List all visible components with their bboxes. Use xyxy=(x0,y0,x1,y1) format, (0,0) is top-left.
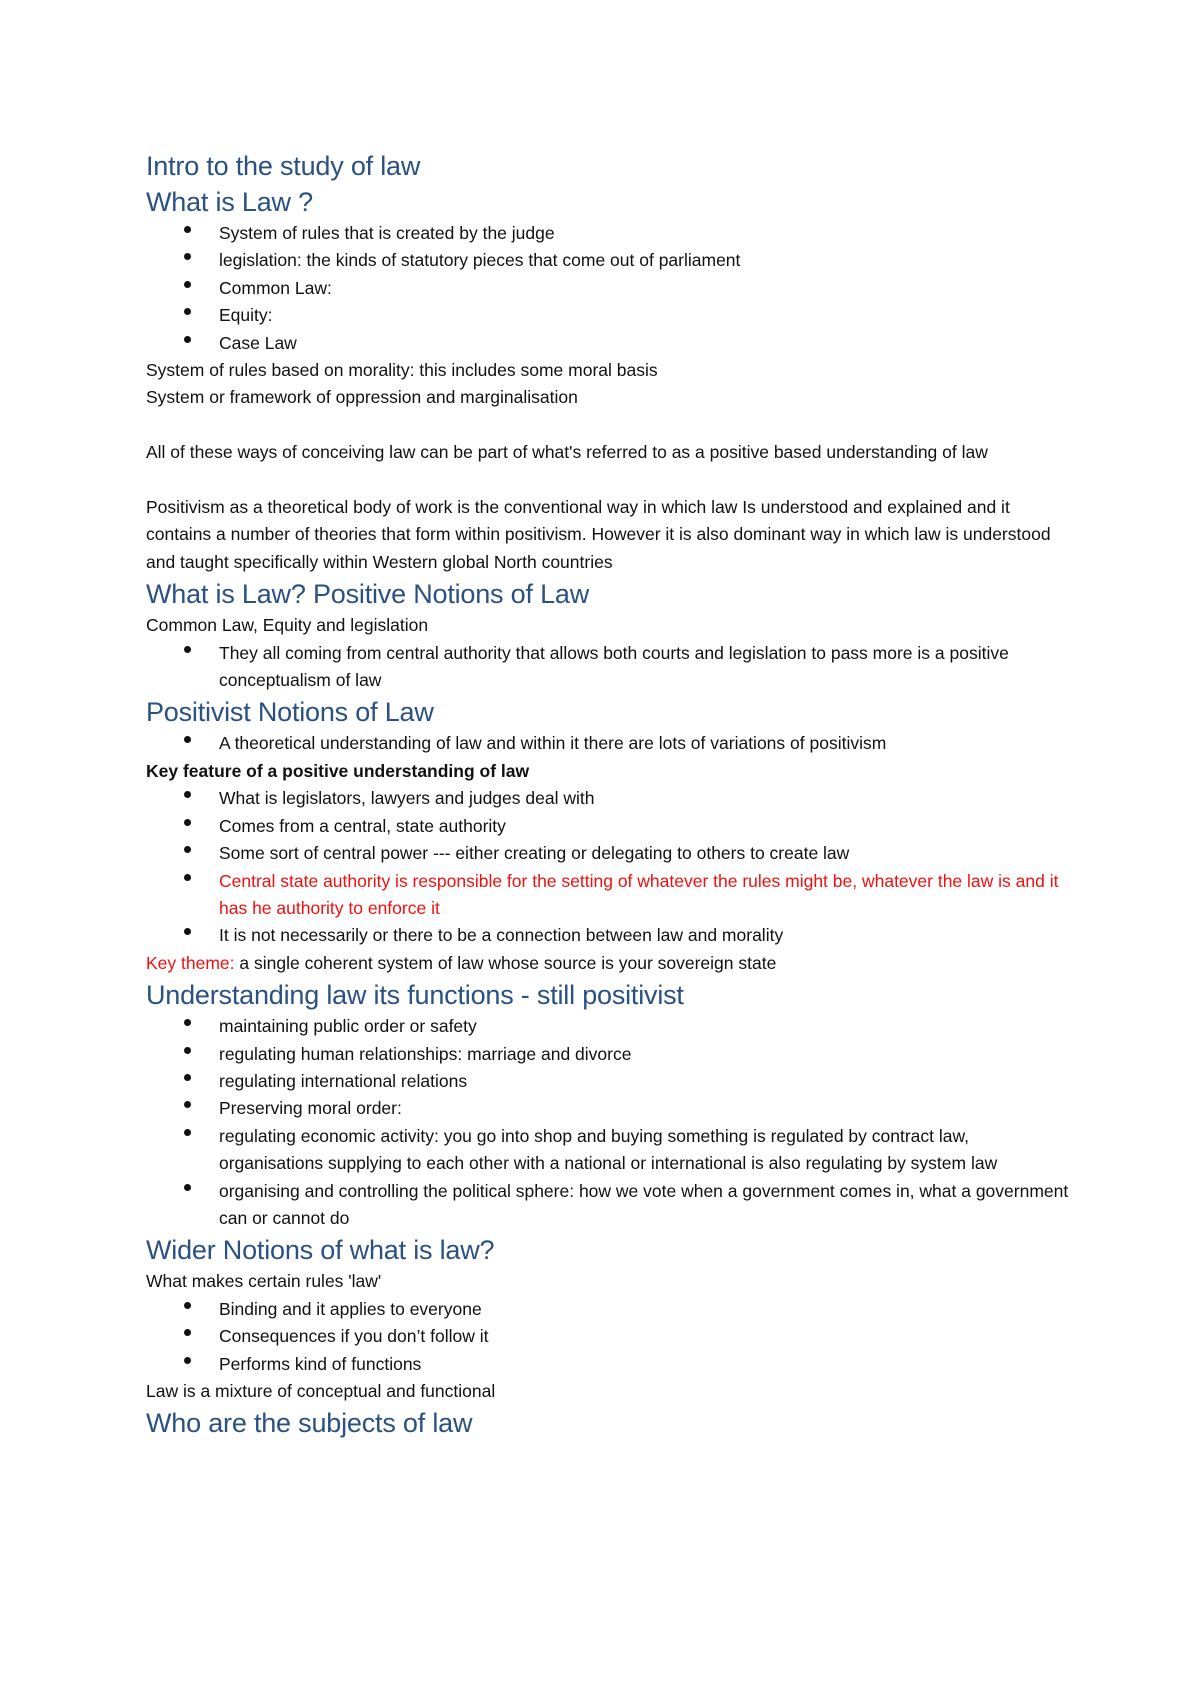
bullet-icon xyxy=(184,226,191,233)
bullet-icon xyxy=(184,1074,191,1081)
list-item: Equity: xyxy=(146,302,1076,329)
document-body xyxy=(146,148,1076,1441)
bullet-icon xyxy=(184,336,191,343)
document-title: Intro to the study of law xyxy=(146,151,421,181)
bullet-list-positivist-notions xyxy=(146,730,1076,757)
blank-line xyxy=(146,412,1076,439)
bullet-list-what-is-law xyxy=(146,220,1076,357)
key-feature-label: Key feature of a positive understanding of law xyxy=(146,760,530,781)
list-item: Consequences if you don’t follow it xyxy=(146,1323,1076,1350)
list-item: Binding and it applies to everyone xyxy=(146,1296,1076,1323)
list-item: organising and controlling the political sphere: how we vote when a government comes in, what a government can or cannot do xyxy=(146,1178,1076,1233)
bullet-icon xyxy=(184,646,191,653)
list-item: It is not necessarily or there to be a connection between law and morality xyxy=(146,922,1076,949)
bullet-icon xyxy=(184,928,191,935)
list-item: Some sort of central power --- either creating or delegating to others to create law xyxy=(146,840,1076,867)
text-line: Common Law, Equity and legislation xyxy=(146,615,429,636)
blank-line xyxy=(146,467,1076,494)
bullet-icon xyxy=(184,846,191,853)
list-item: regulating international relations xyxy=(146,1068,1076,1095)
bullet-icon xyxy=(184,1019,191,1026)
list-item: Case Law xyxy=(146,330,1076,357)
heading-positive-notions: What is Law? Positive Notions of Law xyxy=(146,579,590,610)
text-line: System of rules based on morality: this includes some moral basis xyxy=(146,360,658,381)
heading-what-is-law: What is Law ? xyxy=(146,187,313,217)
bullet-list-positive-notions xyxy=(146,640,1076,695)
key-theme-line xyxy=(146,950,1076,977)
text-line: Law is a mixture of conceptual and functional xyxy=(146,1381,496,1401)
bullet-icon xyxy=(184,736,191,743)
list-item: Performs kind of functions xyxy=(146,1351,1076,1378)
bullet-icon xyxy=(184,1302,191,1309)
list-item: Preserving moral order: xyxy=(146,1095,1076,1122)
bullet-icon xyxy=(184,1101,191,1108)
heading-wider-notions: Wider Notions of what is law? xyxy=(146,1235,495,1266)
heading-subjects-of-law: Who are the subjects of law xyxy=(146,1408,473,1439)
bullet-icon xyxy=(184,874,191,881)
list-item: They all coming from central authority that allows both courts and legislation to pass more is a positive conceptualism of law xyxy=(146,640,1076,695)
bullet-icon xyxy=(184,1184,191,1191)
list-item: regulating human relationships: marriage and divorce xyxy=(146,1041,1076,1068)
heading-positivist-notions: Positivist Notions of Law xyxy=(146,697,434,728)
paragraph: All of these ways of conceiving law can be part of what's referred to as a positive based understanding of law xyxy=(146,442,988,463)
list-item: regulating economic activity: you go into shop and buying something is regulated by contract law, organisations supplying to each other with a national or international is also regulating by system law xyxy=(146,1123,1076,1178)
bullet-icon xyxy=(184,1047,191,1054)
bullet-icon xyxy=(184,1357,191,1364)
list-item: System of rules that is created by the judge xyxy=(146,220,1076,247)
bullet-list-key-features xyxy=(146,785,1076,949)
key-theme-label: Key theme: xyxy=(146,952,235,973)
bullet-icon xyxy=(184,253,191,260)
list-item: legislation: the kinds of statutory pieces that come out of parliament xyxy=(146,247,1076,274)
text-line: System or framework of oppression and marginalisation xyxy=(146,387,578,408)
list-item-highlighted: Central state authority is responsible for the setting of whatever the rules might be, whatever the law is and it has he authority to enforce it xyxy=(146,868,1076,923)
bullet-list-law-functions xyxy=(146,1013,1076,1232)
list-item: maintaining public order or safety xyxy=(146,1013,1076,1040)
list-item: Comes from a central, state authority xyxy=(146,813,1076,840)
paragraph: Positivism as a theoretical body of work is the conventional way in which law Is understood and explained and it contains a number of theories that form within positivism. However it is also dominant way in which law is understood and taught specifically within Western global North countries xyxy=(146,497,1051,572)
bullet-icon xyxy=(184,791,191,798)
bullet-icon xyxy=(184,308,191,315)
key-theme-text: a single coherent system of law whose source is your sovereign state xyxy=(234,952,777,973)
bullet-icon xyxy=(184,1329,191,1336)
list-item: A theoretical understanding of law and within it there are lots of variations of positivism xyxy=(146,730,1076,757)
list-item: Common Law: xyxy=(146,275,1076,302)
heading-law-functions: Understanding law its functions - still positivist xyxy=(146,980,684,1011)
bullet-icon xyxy=(184,819,191,826)
bullet-list-wider-notions xyxy=(146,1296,1076,1378)
bullet-icon xyxy=(184,281,191,288)
list-item: What is legislators, lawyers and judges deal with xyxy=(146,785,1076,812)
text-line: What makes certain rules 'law' xyxy=(146,1271,382,1292)
bullet-icon xyxy=(184,1129,191,1136)
